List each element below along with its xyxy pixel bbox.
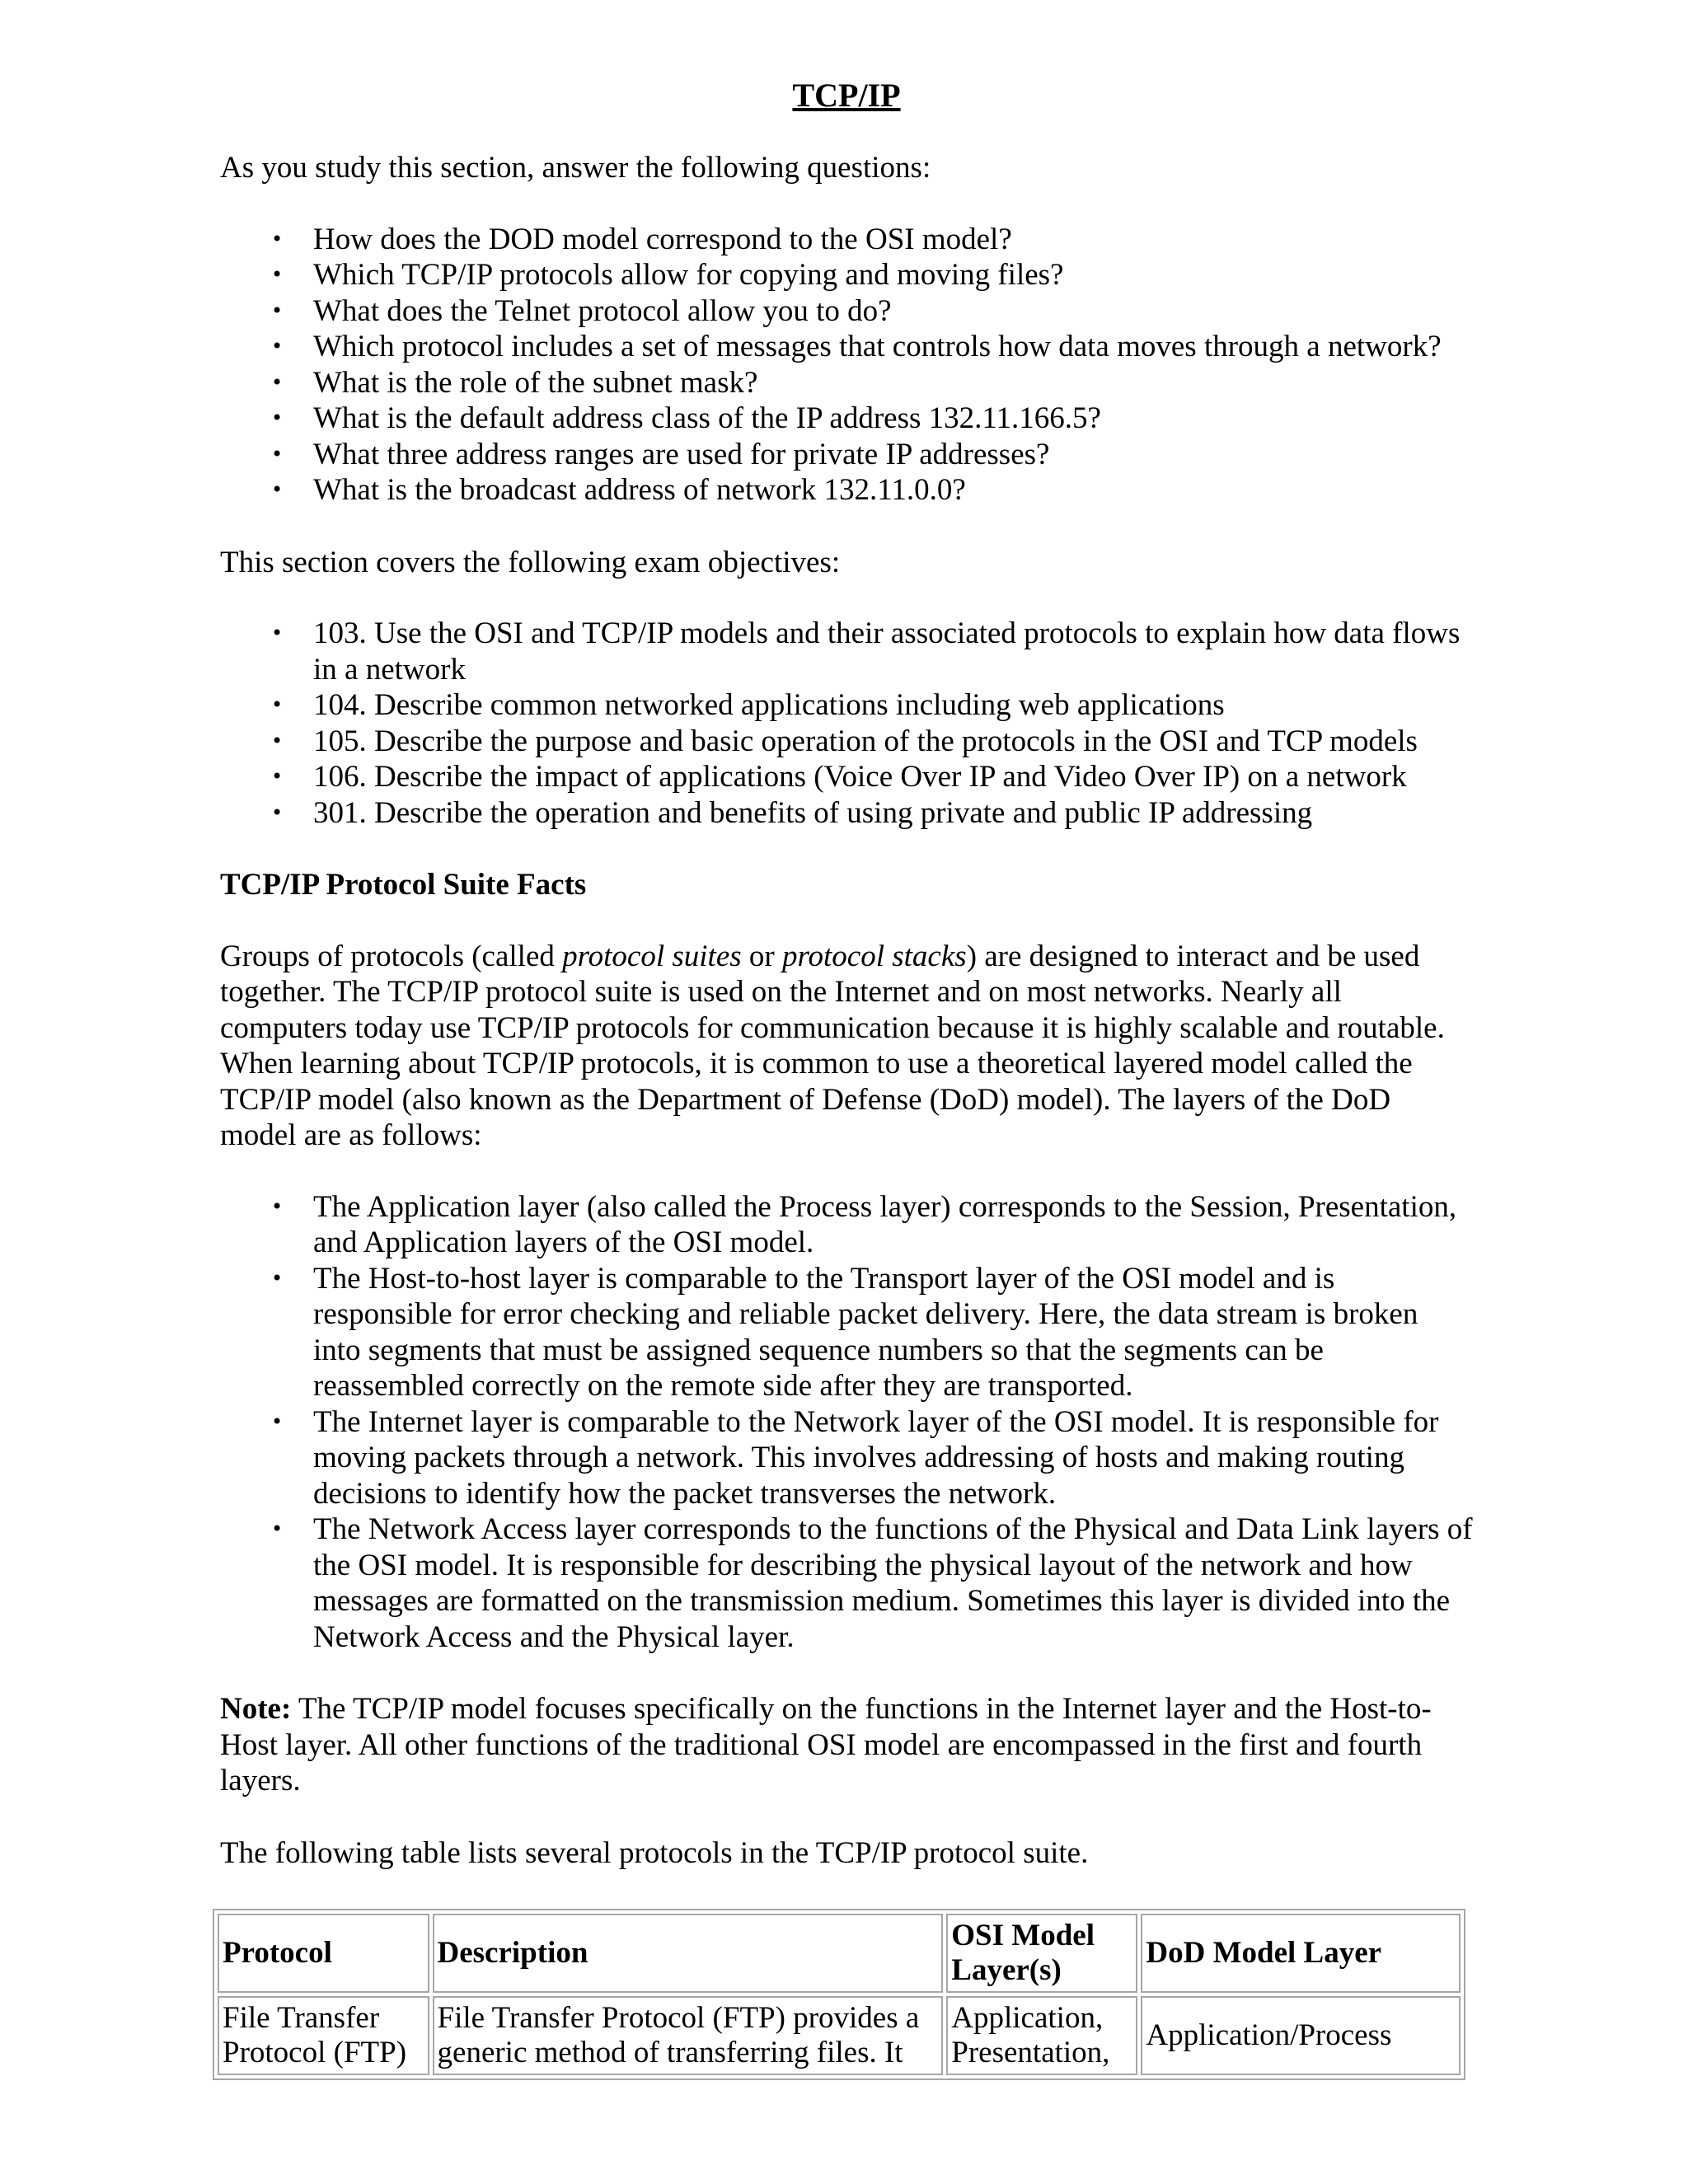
bullet-icon: • (271, 370, 284, 394)
bullet-icon: • (271, 478, 284, 501)
list-item: • 105. Describe the purpose and basic operation of the protocols in the OSI and TCP models (271, 724, 1418, 758)
bullet-icon: • (271, 1517, 284, 1540)
list-item: • The Host-to-host layer is comparable to the Transport layer of the OSI model and is responsible for error checking and reliable packet delivery. Here, the data stream is broken into segments that must be assigned sequence numbers so that the segments can be reassembled correctly on the remote side after they are transported. (271, 1261, 1418, 1403)
list-item: • The Network Access layer corresponds to the functions of the Physical and Data Link layers of the OSI model. It is responsible for describing the physical layout of the network and how messages are formatted on the transmission medium. Sometimes this layer is divided into the Network Access and the Physical layer. (271, 1512, 1473, 1654)
objectives-intro: This section covers the following exam objectives: (220, 545, 841, 579)
column-header: Protocol (218, 1914, 429, 1993)
bullet-icon: • (271, 406, 284, 429)
bullet-icon: • (271, 800, 284, 824)
bullet-icon: • (271, 335, 284, 358)
protocol-table (213, 1909, 1465, 2080)
objectives-list (220, 616, 1473, 831)
section-heading: TCP/IP Protocol Suite Facts (220, 868, 587, 902)
list-item: • 301. Describe the operation and benefits of using private and public IP addressing (271, 795, 1313, 830)
bullet-icon: • (271, 1409, 284, 1433)
bullet-icon: • (271, 1194, 284, 1218)
column-header: DoD Model Layer (1141, 1914, 1461, 1993)
term-protocol-stacks: protocol stacks (782, 939, 967, 973)
table-cell-dod: Application/Process (1141, 1996, 1461, 2075)
table-row (218, 1996, 1461, 2075)
table-cell-osi: Application, Presentation, (946, 1996, 1137, 2075)
questions-list (220, 222, 1473, 509)
table-intro: The following table lists several protocols in the TCP/IP protocol suite. (220, 1835, 1089, 1870)
list-item: • 104. Describe common networked applications including web applications (271, 688, 1225, 722)
table-header-row (218, 1914, 1461, 1993)
bullet-icon: • (271, 263, 284, 286)
column-header: Description (433, 1914, 944, 1993)
column-header: OSI Model Layer(s) (946, 1914, 1137, 1993)
bullet-icon: • (271, 298, 284, 322)
bullet-icon: • (271, 442, 284, 466)
document-page (220, 0, 1473, 2069)
page-title: TCP/IP (792, 77, 901, 114)
list-item: • How does the DOD model correspond to the OSI model? (271, 222, 1012, 256)
bullet-icon: • (271, 729, 284, 752)
table-cell-description: File Transfer Protocol (FTP) provides a generic method of transferring files. It (433, 1996, 944, 2075)
list-item: • The Application layer (also called the Process layer) corresponds to the Session, Presentation, and Application layers of the OSI model. (271, 1189, 1457, 1259)
list-item: • What is the role of the subnet mask? (271, 365, 758, 400)
layers-list (220, 1189, 1473, 1656)
bullet-icon: • (271, 621, 284, 644)
bullet-icon: • (271, 227, 284, 251)
list-item: • What does the Telnet protocol allow you to do? (271, 293, 892, 328)
note-paragraph: Note: The TCP/IP model focuses specifically on the functions in the Internet layer and the Host-to-Host layer. All other functions of the traditional OSI model are encompassed in the first and fourth layers. (220, 1692, 1432, 1797)
list-item: • What is the default address class of the IP address 132.11.166.5? (271, 401, 1101, 435)
list-item: • Which TCP/IP protocols allow for copying and moving files? (271, 258, 1064, 292)
list-item: • 106. Describe the impact of applications (Voice Over IP and Video Over IP) on a network (271, 760, 1407, 794)
bullet-icon: • (271, 765, 284, 788)
table-cell-protocol: File Transfer Protocol (FTP) (218, 1996, 429, 2075)
list-item: • What is the broadcast address of network 132.11.0.0? (271, 473, 966, 507)
list-item: • 103. Use the OSI and TCP/IP models and their associated protocols to explain how data flows in a network (271, 616, 1461, 687)
questions-intro: As you study this section, answer the following questions: (220, 151, 931, 185)
list-item: • The Internet layer is comparable to the Network layer of the OSI model. It is responsible for moving packets through a network. This involves addressing of hosts and making routing decisions to identify how the packet transverses the network. (271, 1404, 1439, 1511)
list-item: • Which protocol includes a set of messages that controls how data moves through a network? (271, 330, 1442, 363)
list-item: • What three address ranges are used for private IP addresses? (271, 437, 1050, 471)
bullet-icon: • (271, 693, 284, 716)
body-paragraph: Groups of protocols (called protocol suites or protocol stacks) are designed to interact and be used together. The TCP/IP protocol suite is used on the Internet and on most networks. Nearly all computers today use TCP/IP protocols for communication because it is highly scalable and routable. When learning about TCP/IP protocols, it is common to use a theoretical layered model called the TCP/IP model (also known as the Department of Defense (DoD) model). The layers of the DoD model are as follows: (220, 939, 1445, 1152)
term-protocol-suites: protocol suites (562, 939, 742, 973)
bullet-icon: • (271, 1266, 284, 1290)
note-label: Note: (220, 1692, 292, 1726)
